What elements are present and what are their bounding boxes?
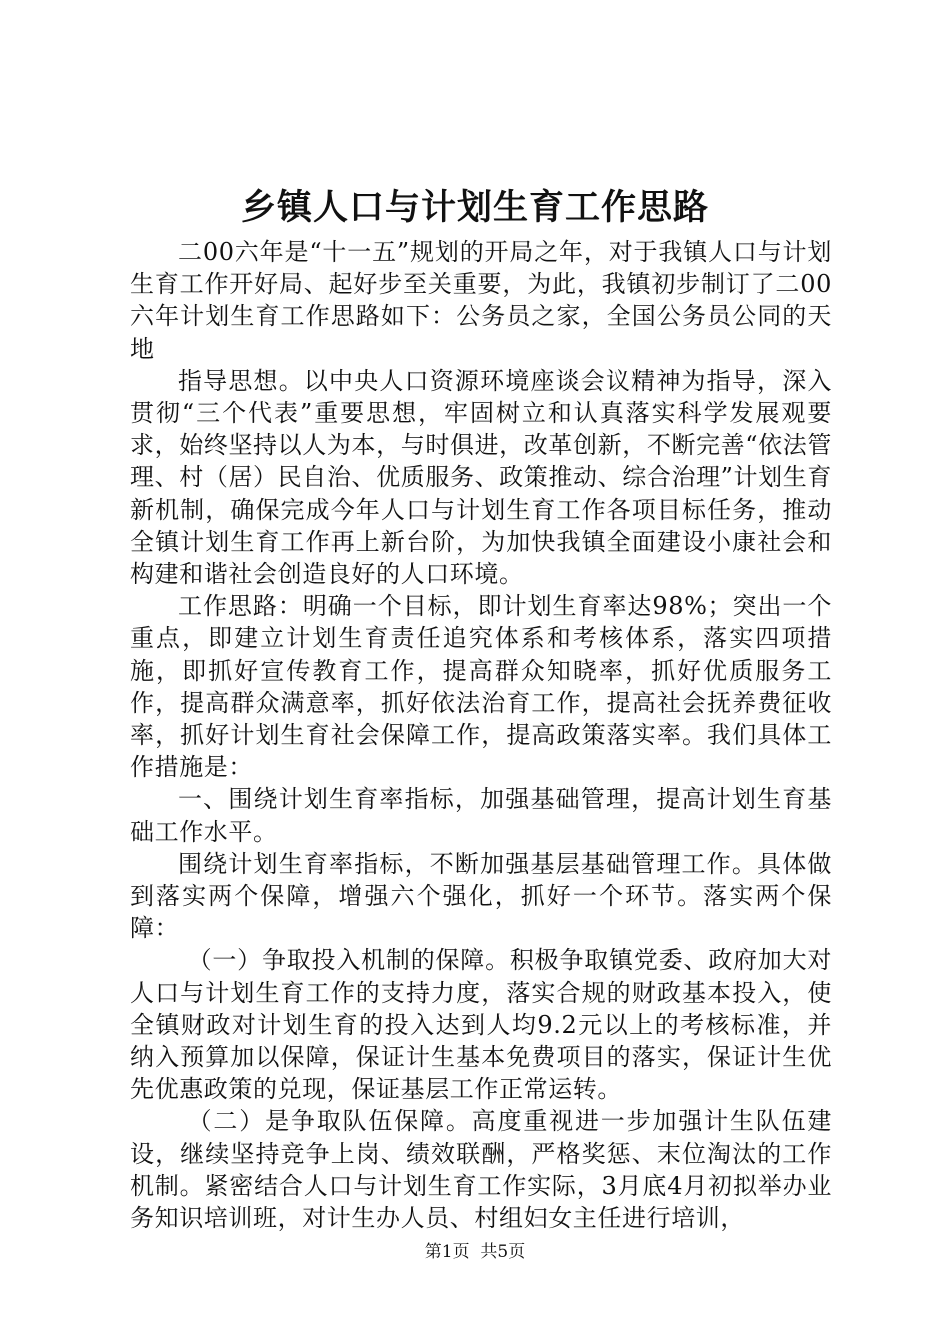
page-total: 共5页	[480, 1242, 526, 1262]
page-footer	[0, 1240, 950, 1264]
document-body	[130, 236, 832, 1234]
paragraph-guiding-thought: 指导思想。以中央人口资源环境座谈会议精神为指导，深入贯彻“三个代表”重要思想，牢固树立和认真落实科学发展观要求，始终坚持以人为本，与时俱进，改革创新，不断完善“依法管理、村（居）民自治、优质服务、政策推动、综合治理”计划生育新机制，确保完成今年人口与计划生育工作各项目标任务，推动全镇计划生育工作再上新台阶，为加快我镇全面建设小康社会和构建和谐社会创造良好的人口环境。	[130, 366, 832, 589]
paragraph-team-guarantee: （二）是争取队伍保障。高度重视进一步加强计生队伍建设，继续坚持竞争上岗、绩效联酬，严格奖惩、末位淘汰的工作机制。紧密结合人口与计划生育工作实际，3月底4月初拟举办业务知识培训班，对计生办人员、村组妇女主任进行培训，	[130, 1107, 832, 1233]
paragraph-section-one-heading: 一、围绕计划生育率指标，加强基础管理，提高计划生育基础工作水平。	[130, 785, 832, 846]
paragraph-basic-management: 围绕计划生育率指标，不断加强基层基础管理工作。具体做到落实两个保障，增强六个强化，抓好一个环节。落实两个保障：	[130, 849, 832, 943]
paragraph-work-approach: 工作思路：明确一个目标，即计划生育率达98%；突出一个重点，即建立计划生育责任追究体系和考核体系，落实四项措施，即抓好宣传教育工作，提高群众知晓率，抓好优质服务工作，提高群众满意率，抓好依法治育工作，提高社会抚养费征收率，抓好计划生育社会保障工作，提高政策落实率。我们具体工作措施是：	[130, 592, 832, 782]
page-number: 第1页	[424, 1242, 470, 1262]
paragraph-intro: 二00六年是“十一五”规划的开局之年，对于我镇人口与计划生育工作开好局、起好步至关重要，为此，我镇初步制订了二00六年计划生育工作思路如下：公务员之家，全国公务员公同的天地	[130, 238, 832, 363]
paragraph-funding-guarantee: （一）争取投入机制的保障。积极争取镇党委、政府加大对人口与计划生育工作的支持力度，落实合规的财政基本投入，使全镇财政对计划生育的投入达到人均9.2元以上的考核标准，并纳入预算加以保障，保证计生基本免费项目的落实，保证计生优先优惠政策的兑现，保证基层工作正常运转。	[130, 946, 832, 1104]
footer-separator	[470, 1242, 481, 1262]
document-title: 乡镇人口与计划生育工作思路	[240, 187, 709, 228]
